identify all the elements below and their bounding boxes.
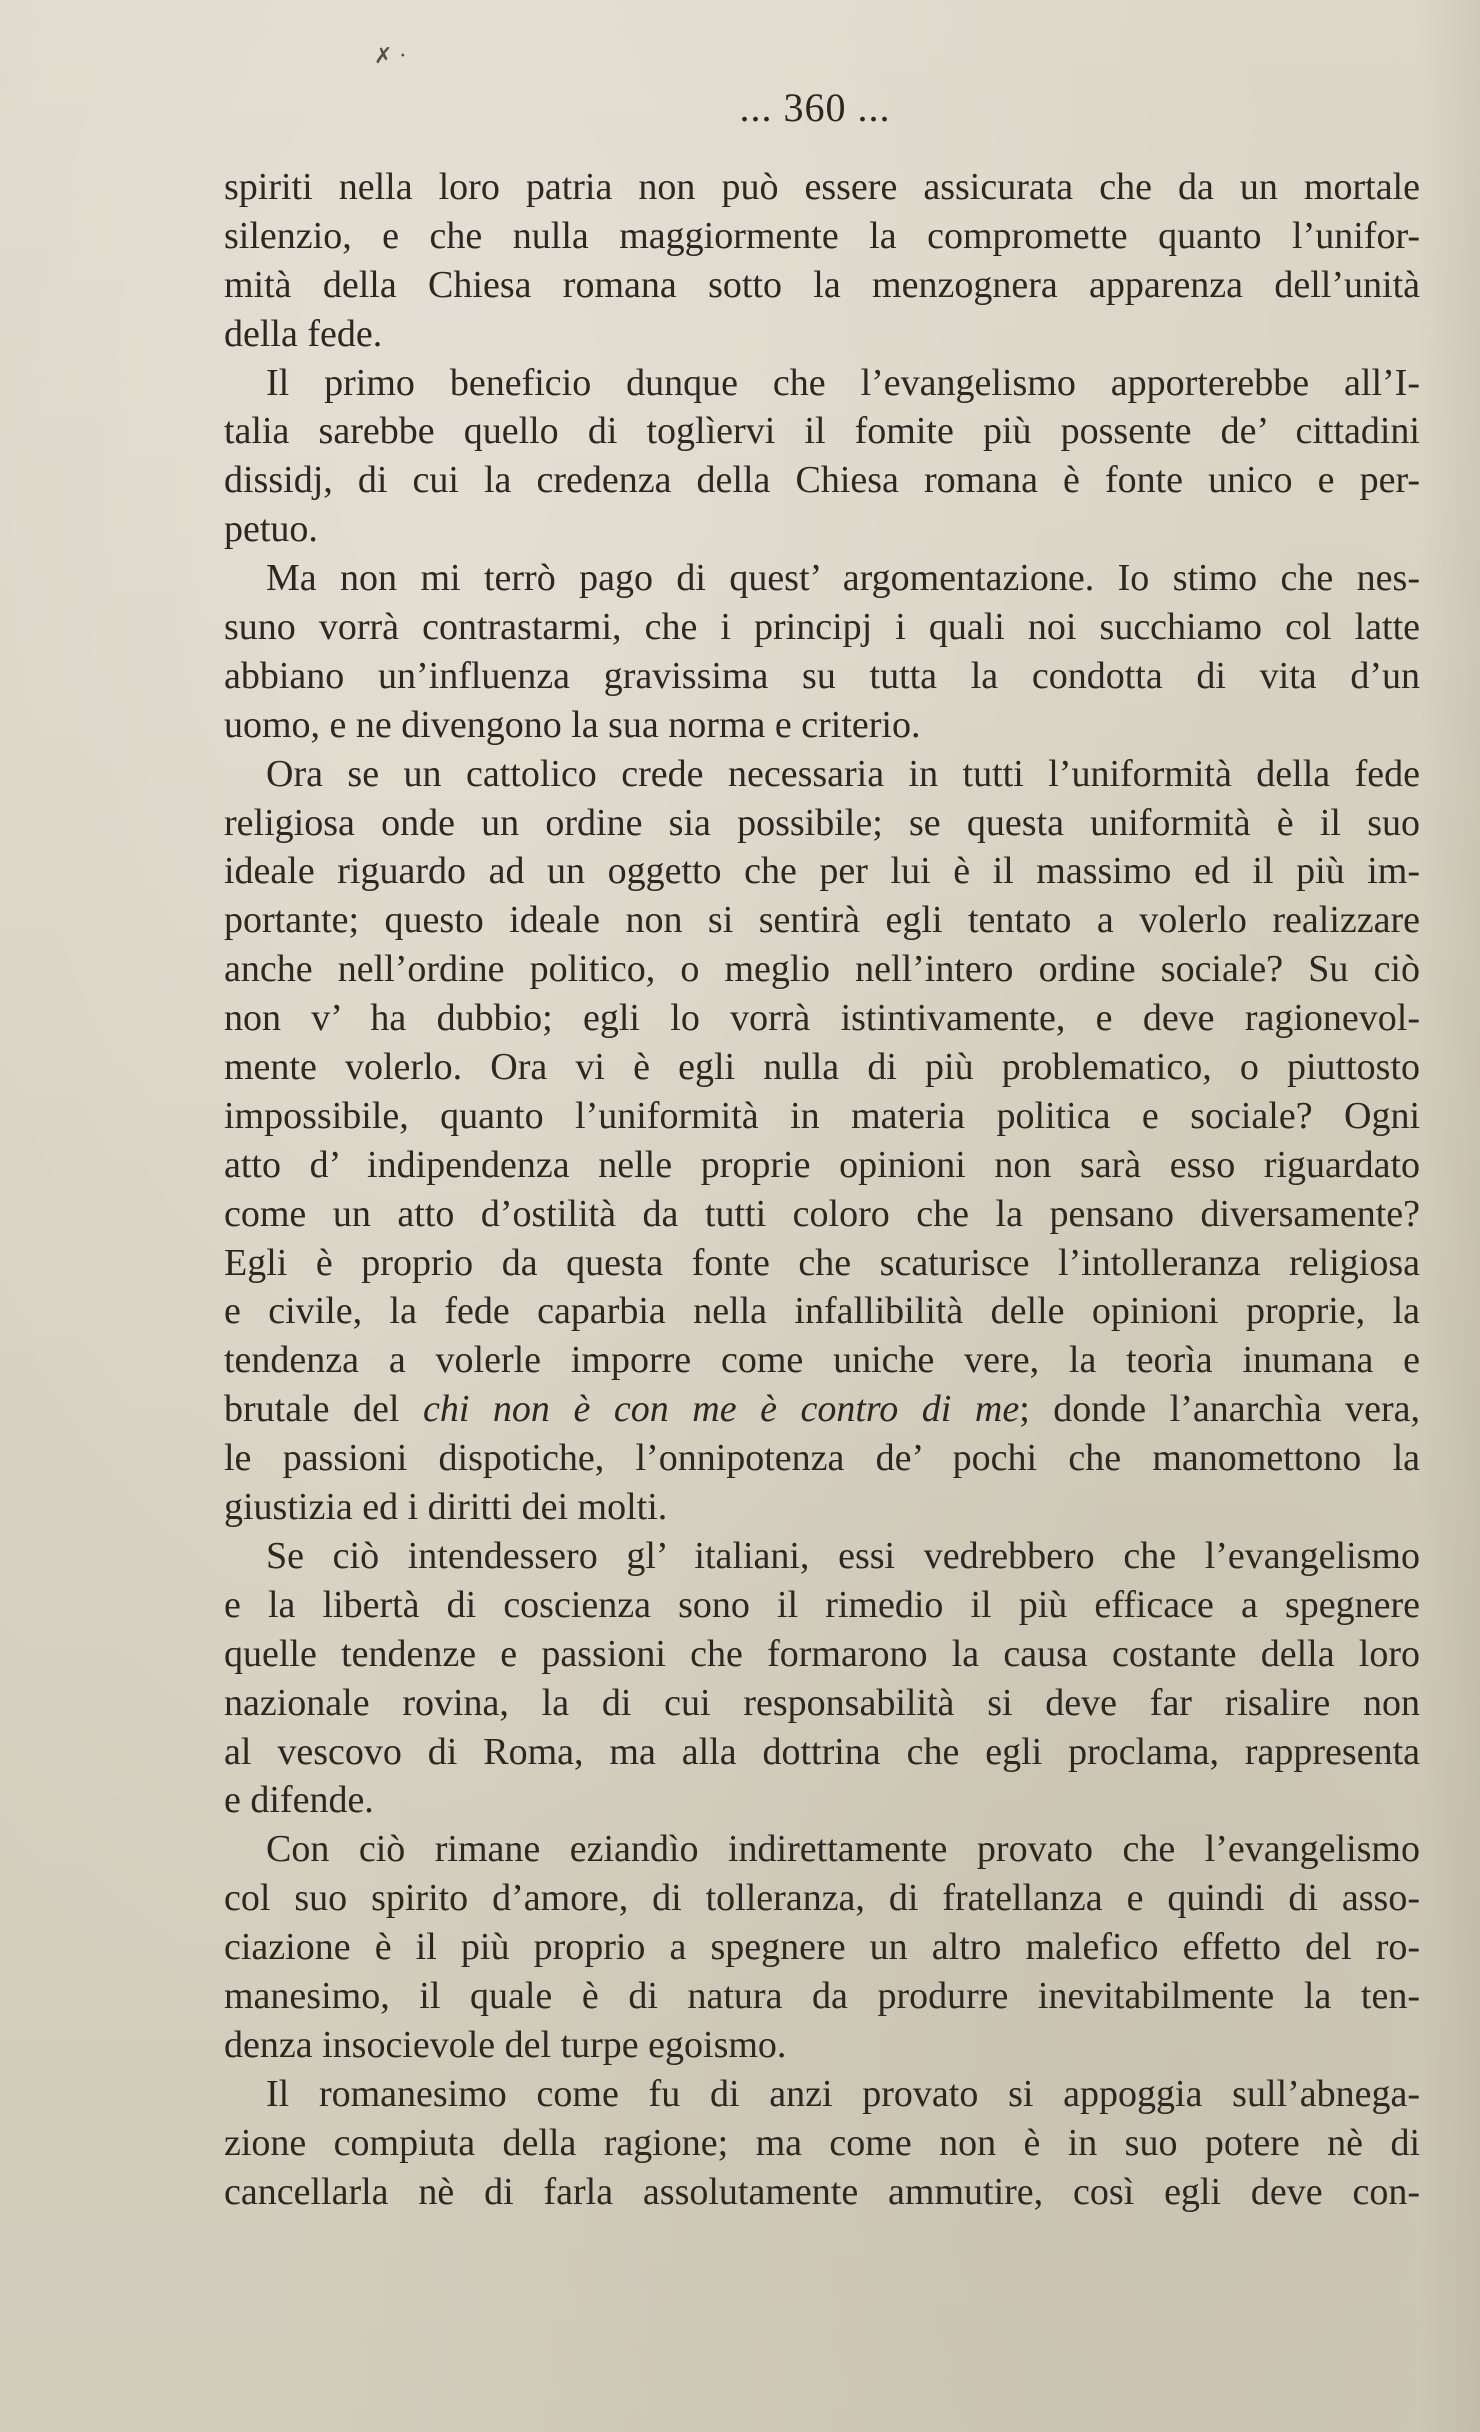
text-line: Ora se un cattolico crede necessaria in tutti l’uniformità della fede <box>266 752 1420 795</box>
text-line: impossibile, quanto l’uniformità in materia politica e sociale? Ogni <box>224 1094 1420 1137</box>
text-line: suno vorrà contrastarmi, che i principj i quali noi succhiamo col latte <box>224 606 1420 649</box>
text-line: denza insocievole del turpe egoismo. <box>224 2023 787 2066</box>
text-line: ciazione è il più proprio a spegnere un altro malefico effetto del ro- <box>224 1926 1420 1969</box>
text-line: zione compiuta della ragione; ma come non è in suo potere nè di <box>224 2121 1420 2164</box>
text-line: Se ciò intendessero gl’ italiani, essi vedrebbero che l’evangelismo <box>266 1534 1420 1577</box>
text-line: religiosa onde un ordine sia possibile; se questa uniformità è il suo <box>224 801 1420 844</box>
text-line: quelle tendenze e passioni che formarono la causa costante della loro <box>224 1632 1420 1675</box>
text-line: Il primo beneficio dunque che l’evangelismo apporterebbe all’I- <box>266 361 1420 404</box>
ink-mark: ✗ · <box>374 44 407 69</box>
text-line: ideale riguardo ad un oggetto che per lui è il massimo ed il più im- <box>224 850 1420 893</box>
italic-quote: chi non è con me è contro di me <box>422 1388 1020 1431</box>
text-line: atto d’ indipendenza nelle proprie opinioni non sarà esso riguardato <box>224 1143 1420 1186</box>
text-line: Il romanesimo come fu di anzi provato si appoggia sull’abnega- <box>266 2072 1420 2115</box>
text-line: al vescovo di Roma, ma alla dottrina che egli proclama, rappresenta <box>224 1730 1420 1773</box>
text-line: anche nell’ordine politico, o meglio nell’intero ordine sociale? Su ciò <box>224 948 1420 991</box>
text-line: Con ciò rimane eziandìo indirettamente provato che l’evangelismo <box>266 1828 1420 1871</box>
text-line: della fede. <box>224 312 383 355</box>
text-line: Egli è proprio da questa fonte che scaturisce l’intolleranza religiosa <box>224 1241 1420 1284</box>
text-line: le passioni dispotiche, l’onnipotenza de’ pochi che manomettono la <box>224 1437 1420 1480</box>
text-line: silenzio, e che nulla maggiormente la compromette quanto l’unifor- <box>224 214 1420 257</box>
text-line: petuo. <box>224 508 318 551</box>
text-line: e civile, la fede caparbia nella infallibilità delle opinioni proprie, la <box>224 1290 1420 1333</box>
text-line: talia sarebbe quello di toglìervi il fomite più possente de’ cittadini <box>224 410 1420 453</box>
text-line: brutale del chi non è con me è contro di me; donde l’anarchìa vera, <box>224 1388 1421 1431</box>
text-line: come un atto d’ostilità da tutti coloro che la pensano diversamente? <box>224 1192 1420 1235</box>
text-line: dissidj, di cui la credenza della Chiesa romana è fonte unico e per- <box>224 459 1420 502</box>
text-line: portante; questo ideale non si sentirà egli tentato a volerlo realizzare <box>224 899 1420 942</box>
text-line: abbiano un’influenza gravissima su tutta la condotta di vita d’un <box>224 654 1420 697</box>
text-line: mità della Chiesa romana sotto la menzognera apparenza dell’unità <box>224 263 1420 306</box>
page-number: ... 360 ... <box>739 85 891 130</box>
text-line: uomo, e ne divengono la sua norma e criterio. <box>224 703 921 746</box>
text-line: cancellarla nè di farla assolutamente ammutire, così egli deve con- <box>224 2170 1420 2213</box>
page-shadow <box>1420 0 1480 2432</box>
text-line: giustizia ed i diritti dei molti. <box>224 1486 668 1529</box>
text-line: Ma non mi terrò pago di quest’ argomentazione. Io stimo che nes- <box>266 557 1420 600</box>
text-line: e difende. <box>224 1779 374 1822</box>
text-line: nazionale rovina, la di cui responsabilità si deve far risalire non <box>224 1681 1420 1724</box>
text-line: e la libertà di coscienza sono il rimedio il più efficace a spegnere <box>224 1583 1420 1626</box>
body-text <box>224 163 1420 2216</box>
text-line: non v’ ha dubbio; egli lo vorrà istintivamente, e deve ragionevol- <box>224 997 1420 1040</box>
text-line: col suo spirito d’amore, di tolleranza, di fratellanza e quindi di asso- <box>224 1877 1420 1920</box>
text-line: spiriti nella loro patria non può essere assicurata che da un mortale <box>224 166 1420 208</box>
text-line: mente volerlo. Ora vi è egli nulla di più problematico, o piuttosto <box>224 1046 1420 1089</box>
text-line: tendenza a volerle imporre come uniche vere, la teorìa inumana e <box>224 1339 1420 1382</box>
text-line: manesimo, il quale è di natura da produrre inevitabilmente la ten- <box>224 1974 1420 2017</box>
